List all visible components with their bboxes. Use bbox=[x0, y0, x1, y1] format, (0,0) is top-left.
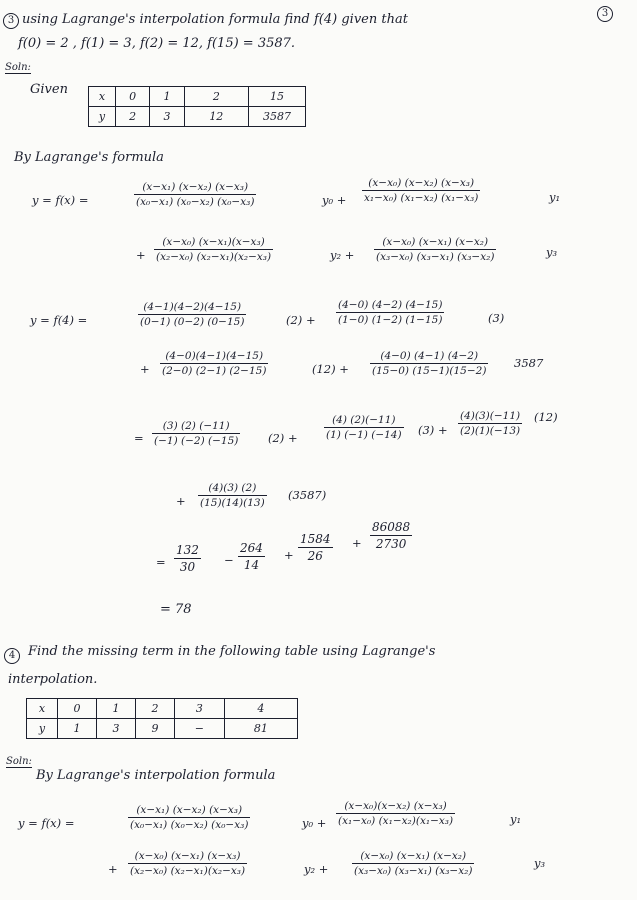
fraction-bar bbox=[298, 547, 333, 548]
table-cell: 12 bbox=[184, 107, 248, 127]
q3-general-y0: y₀ + bbox=[322, 193, 347, 207]
fraction-denominator: (2−0) (2−1) (2−15) bbox=[162, 365, 267, 377]
fraction-bar bbox=[324, 427, 404, 428]
q3-frac-op2: + bbox=[284, 548, 294, 562]
q4-general-term2 bbox=[128, 850, 247, 877]
q3-simp-plus: + bbox=[176, 494, 186, 508]
fraction-bar bbox=[198, 495, 267, 496]
q4-text-line2: interpolation. bbox=[8, 672, 98, 687]
q3-sub-plus: + bbox=[140, 362, 150, 376]
fraction-bar bbox=[128, 817, 250, 818]
fraction-numerator: (4)(3) (2) bbox=[208, 482, 257, 494]
fraction-numerator: (3) (2) (−11) bbox=[162, 420, 230, 432]
q3-soln-label: Soln: bbox=[5, 62, 31, 73]
table-cell: y bbox=[89, 107, 116, 127]
fraction-denominator: (15)(14)(13) bbox=[200, 497, 265, 509]
table-cell: x bbox=[27, 699, 58, 719]
q3-simp-y-c: (12) bbox=[534, 410, 558, 424]
table-cell: 9 bbox=[136, 719, 175, 739]
q3-sub-term-b bbox=[336, 299, 444, 326]
q3-general-y3: y₃ bbox=[546, 245, 558, 259]
q3-frac-d bbox=[370, 520, 412, 551]
fraction-denominator: 14 bbox=[243, 558, 260, 572]
fraction-numerator: (x−x₁) (x−x₂) (x−x₃) bbox=[142, 181, 249, 193]
q3-simp-term-b bbox=[324, 414, 404, 441]
q3-simp-term-d bbox=[198, 482, 267, 509]
q3-general-lhs: y = f(x) = bbox=[32, 193, 89, 207]
table-cell: y bbox=[27, 719, 58, 739]
q3-general-term2 bbox=[154, 236, 273, 263]
q3-sub-term-c bbox=[160, 350, 268, 377]
fraction-numerator: 264 bbox=[240, 541, 263, 555]
fraction-denominator: 30 bbox=[179, 560, 196, 574]
q3-sub-term-a bbox=[138, 301, 246, 328]
table-cell: 1 bbox=[150, 87, 184, 107]
q4-text-line1: Find the missing term in the following table using Lagrange's bbox=[28, 644, 436, 659]
fraction-denominator: (x₂−x₀) (x₂−x₁)(x₂−x₃) bbox=[156, 251, 272, 263]
fraction-bar bbox=[362, 190, 480, 191]
q3-simp-term-c bbox=[458, 410, 522, 437]
q3-general-term0 bbox=[134, 181, 256, 208]
fraction-denominator: (x₁−x₀) (x₁−x₂)(x₁−x₃) bbox=[338, 815, 454, 827]
q3-sub-y-b: (3) bbox=[488, 311, 505, 325]
fraction-bar bbox=[370, 535, 412, 536]
q3-general-term1 bbox=[362, 177, 480, 204]
fraction-denominator: (1) (−1) (−14) bbox=[326, 429, 402, 441]
fraction-denominator: (15−0) (15−1)(15−2) bbox=[372, 365, 487, 377]
table-cell: 3 bbox=[150, 107, 184, 127]
q3-sub-y-a: (2) + bbox=[286, 313, 316, 327]
table-row bbox=[27, 699, 298, 719]
fraction-denominator: (x₀−x₁) (x₀−x₂) (x₀−x₃) bbox=[136, 196, 255, 208]
q3-frac-c bbox=[298, 532, 333, 563]
fraction-denominator: (x₀−x₁) (x₀−x₂) (x₀−x₃) bbox=[130, 819, 249, 831]
q3-text-line2: f(0) = 2 , f(1) = 3, f(2) = 12, f(15) = 3587. bbox=[18, 36, 296, 51]
table-cell: 3 bbox=[175, 699, 225, 719]
q4-general-y1: y₁ bbox=[510, 812, 522, 826]
q3-sub-y-d: 3587 bbox=[514, 356, 544, 370]
table-cell: 0 bbox=[58, 699, 97, 719]
table-cell: 15 bbox=[249, 87, 306, 107]
table-cell: 2 bbox=[116, 107, 150, 127]
fraction-numerator: (x−x₀) (x−x₁)(x−x₃) bbox=[162, 236, 265, 248]
table-cell: 1 bbox=[97, 699, 136, 719]
table-row bbox=[89, 107, 306, 127]
q3-frac-b bbox=[238, 541, 265, 572]
fraction-bar bbox=[138, 314, 246, 315]
q3-simp-term-a bbox=[152, 420, 240, 447]
fraction-denominator: x₁−x₀) (x₁−x₂) (x₁−x₃) bbox=[364, 192, 479, 204]
table-cell: 0 bbox=[116, 87, 150, 107]
fraction-numerator: (4)(3)(−11) bbox=[460, 410, 521, 422]
fraction-bar bbox=[152, 433, 240, 434]
q3-sub-lhs: y = f(4) = bbox=[30, 313, 88, 327]
fraction-numerator: (4) (2)(−11) bbox=[332, 414, 396, 426]
fraction-bar bbox=[370, 363, 488, 364]
fraction-numerator: (4−0) (4−1) (4−2) bbox=[380, 350, 479, 362]
table-cell: 4 bbox=[224, 699, 297, 719]
q3-text-line1: using Lagrange's interpolation formula find f(4) given that bbox=[22, 12, 408, 27]
q3-simp-y-b: (3) + bbox=[418, 423, 448, 437]
q3-frac-op1: − bbox=[224, 553, 234, 567]
q4-general-y3: y₃ bbox=[534, 856, 546, 870]
fraction-numerator: (x−x₀) (x−x₁) (x−x₃) bbox=[134, 850, 241, 862]
q4-general-term3 bbox=[352, 850, 474, 877]
q3-given-label: Given bbox=[30, 82, 68, 97]
q3-simp-y-d: (3587) bbox=[288, 488, 327, 502]
page-number: 3 bbox=[597, 6, 613, 22]
fraction-numerator: 86088 bbox=[372, 520, 411, 534]
q4-number: 4 bbox=[4, 648, 20, 664]
q3-simp-y-a: (2) + bbox=[268, 431, 298, 445]
q3-frac-a bbox=[174, 543, 201, 574]
fraction-denominator: (0−1) (0−2) (0−15) bbox=[140, 316, 245, 328]
fraction-denominator: 2730 bbox=[375, 537, 407, 551]
fraction-bar bbox=[352, 863, 474, 864]
q4-general-term1 bbox=[336, 800, 455, 827]
fraction-numerator: (x−x₀) (x−x₁) (x−x₂) bbox=[382, 236, 489, 248]
q3-data-table bbox=[88, 86, 306, 127]
q4-data-table bbox=[26, 698, 298, 739]
fraction-bar bbox=[458, 423, 522, 424]
fraction-bar bbox=[238, 556, 265, 557]
q3-sub-y-c: (12) + bbox=[312, 362, 349, 376]
fraction-numerator: (4−1)(4−2)(4−15) bbox=[143, 301, 242, 313]
table-cell: 81 bbox=[224, 719, 297, 739]
fraction-numerator: (x−x₁) (x−x₂) (x−x₃) bbox=[136, 804, 243, 816]
fraction-bar bbox=[128, 863, 247, 864]
table-cell: 2 bbox=[136, 699, 175, 719]
fraction-numerator: (x−x₀) (x−x₁) (x−x₂) bbox=[360, 850, 467, 862]
fraction-denominator: (x₃−x₀) (x₃−x₁) (x₃−x₂) bbox=[376, 251, 495, 263]
fraction-denominator: (x₂−x₀) (x₂−x₁)(x₂−x₃) bbox=[130, 865, 246, 877]
fraction-numerator: 1584 bbox=[300, 532, 331, 546]
q3-number: 3 bbox=[3, 13, 19, 29]
fraction-denominator: (x₃−x₀) (x₃−x₁) (x₃−x₂) bbox=[354, 865, 473, 877]
q3-general-y2: y₂ + bbox=[330, 248, 355, 262]
q3-sub-term-d bbox=[370, 350, 488, 377]
q4-general-y2: y₂ + bbox=[304, 862, 329, 876]
fraction-bar bbox=[374, 249, 496, 250]
q3-general-y1: y₁ bbox=[549, 190, 561, 204]
fraction-bar bbox=[160, 363, 268, 364]
q4-general-y0: y₀ + bbox=[302, 816, 327, 830]
q4-soln-label: Soln: bbox=[6, 756, 32, 767]
q3-frac-op3: + bbox=[352, 536, 362, 550]
table-cell: 2 bbox=[184, 87, 248, 107]
fraction-numerator: (4−0) (4−2) (4−15) bbox=[338, 299, 443, 311]
fraction-bar bbox=[174, 558, 201, 559]
fraction-denominator: (−1) (−2) (−15) bbox=[154, 435, 239, 447]
fraction-numerator: (4−0)(4−1)(4−15) bbox=[165, 350, 264, 362]
q3-general-plus: + bbox=[136, 248, 146, 262]
fraction-denominator: 26 bbox=[307, 549, 323, 563]
q3-fracs-eq: = bbox=[156, 555, 166, 569]
q4-by-formula: By Lagrange's interpolation formula bbox=[36, 768, 276, 783]
fraction-denominator: (2)(1)(−13) bbox=[460, 425, 521, 437]
q3-general-term3 bbox=[374, 236, 496, 263]
fraction-bar bbox=[154, 249, 273, 250]
table-cell: 1 bbox=[58, 719, 97, 739]
table-cell: x bbox=[89, 87, 116, 107]
fraction-bar bbox=[134, 194, 256, 195]
q3-result: = 78 bbox=[160, 602, 192, 617]
table-cell: 3587 bbox=[249, 107, 306, 127]
q4-general-plus: + bbox=[108, 862, 118, 876]
table-cell: − bbox=[175, 719, 225, 739]
table-row bbox=[89, 87, 306, 107]
fraction-bar bbox=[336, 813, 455, 814]
fraction-numerator: 132 bbox=[176, 543, 199, 557]
fraction-bar bbox=[336, 312, 444, 313]
table-row bbox=[27, 719, 298, 739]
q4-general-term0 bbox=[128, 804, 250, 831]
fraction-numerator: (x−x₀)(x−x₂) (x−x₃) bbox=[344, 800, 447, 812]
q3-by-formula: By Lagrange's formula bbox=[14, 150, 164, 165]
q4-general-lhs: y = f(x) = bbox=[18, 816, 75, 830]
fraction-denominator: (1−0) (1−2) (1−15) bbox=[338, 314, 443, 326]
table-cell: 3 bbox=[97, 719, 136, 739]
fraction-numerator: (x−x₀) (x−x₂) (x−x₃) bbox=[368, 177, 475, 189]
q3-simp-eq: = bbox=[134, 431, 144, 445]
